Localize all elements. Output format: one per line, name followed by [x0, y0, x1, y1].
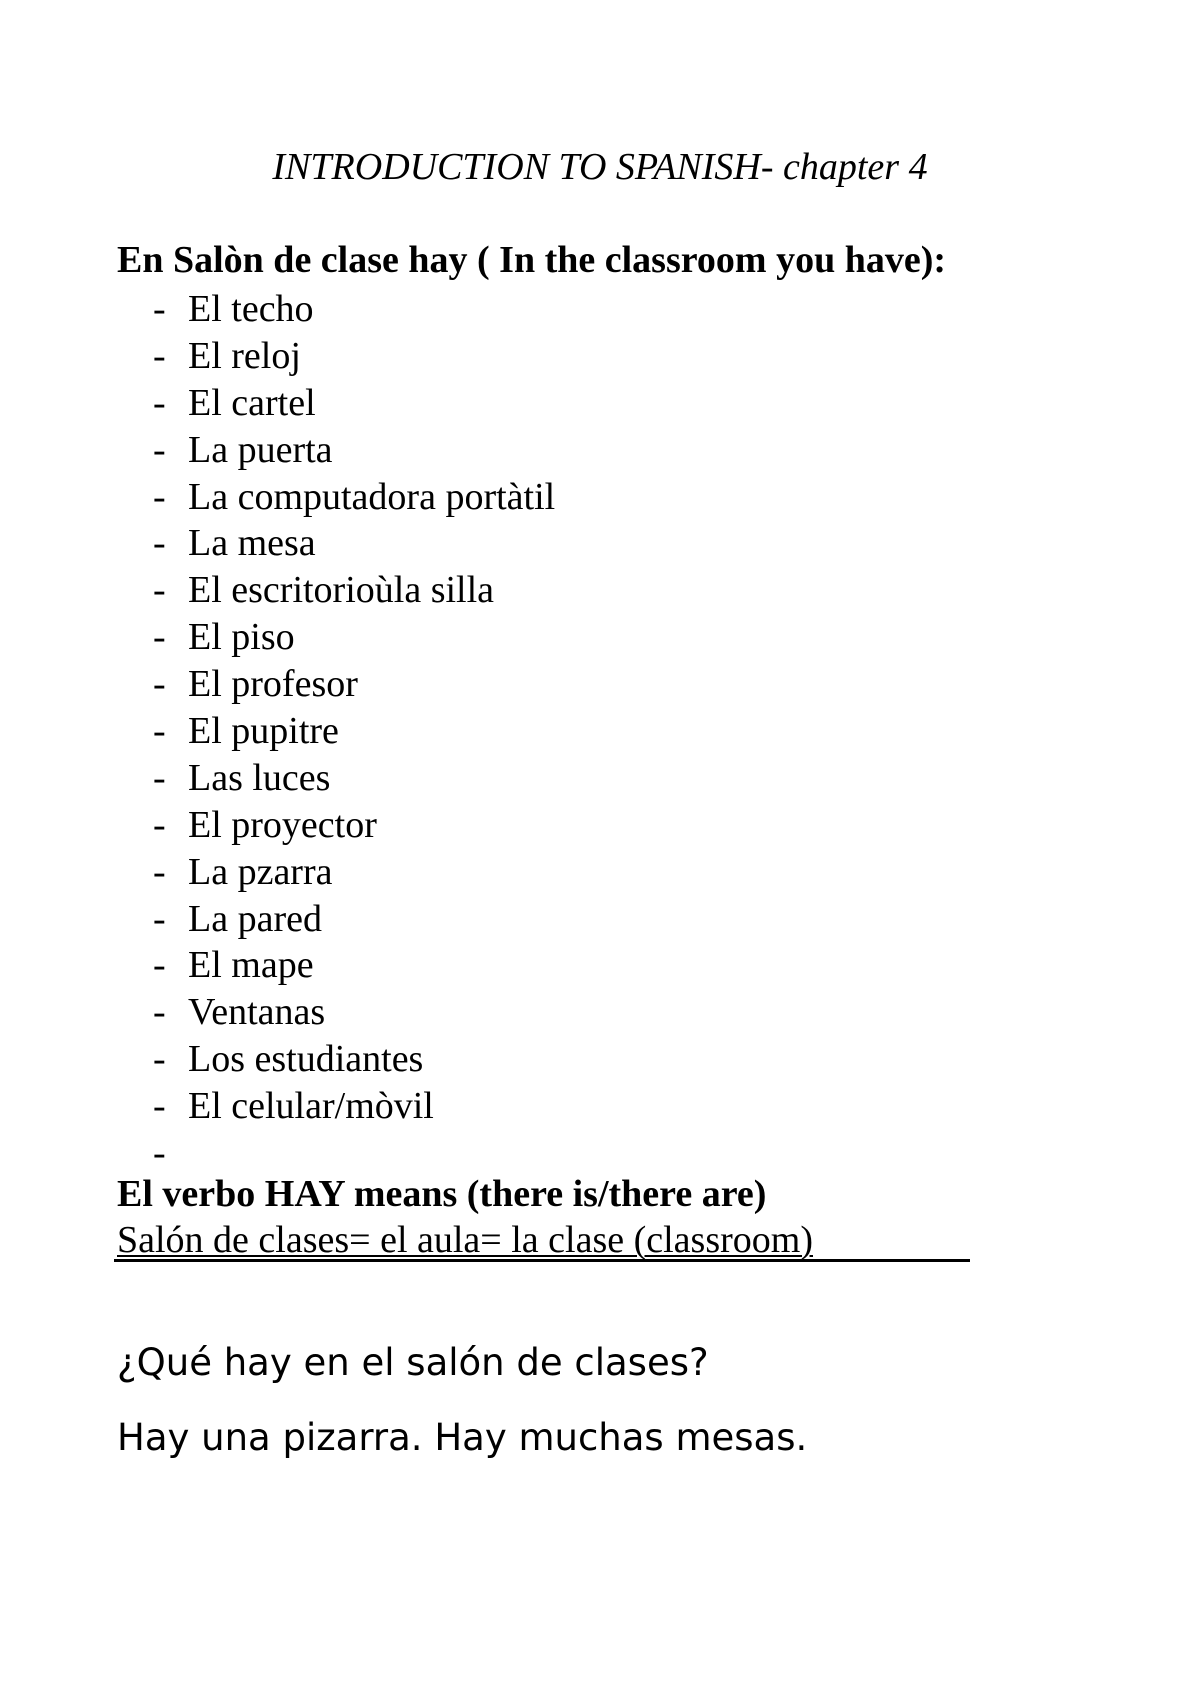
vocab-text: El celular/mòvil	[188, 1085, 434, 1128]
list-dash: -	[153, 850, 166, 893]
list-dash: -	[153, 991, 166, 1034]
list-dash: -	[153, 475, 166, 518]
vocab-text: El techo	[188, 288, 314, 330]
list-dash: -	[153, 897, 166, 940]
vocab-text: Las luces	[188, 756, 331, 799]
vocab-text: La computadora portàtil	[188, 475, 556, 518]
vocab-text: El reloj	[188, 334, 301, 377]
list-dash: -	[153, 334, 166, 377]
vocab-text: El escritorioùla silla	[188, 569, 495, 612]
section-heading: En Salòn de clase hay ( In the classroom you have):	[117, 239, 947, 281]
list-dash: -	[153, 944, 166, 987]
example-answer: Hay una pizarra. Hay muchas mesas.	[117, 1416, 808, 1459]
vocab-text: El cartel	[188, 381, 316, 424]
list-dash: -	[153, 663, 166, 706]
list-dash: -	[153, 756, 166, 799]
synonyms-text: Salón de clases= el aula= la clase (classroom)	[117, 1219, 813, 1261]
list-dash: -	[153, 1085, 166, 1128]
vocab-text: El proyector	[188, 803, 377, 846]
vocab-text: La mesa	[188, 522, 316, 565]
vocab-text: El piso	[188, 616, 295, 659]
vocab-text: La pared	[188, 897, 322, 940]
vocab-text: Ventanas	[188, 991, 326, 1034]
list-dash: -	[153, 381, 166, 424]
vocab-text: El pupitre	[188, 710, 339, 753]
list-dash: -	[153, 1132, 166, 1175]
list-dash: -	[153, 710, 166, 753]
verb-definition: El verbo HAY means (there is/there are)	[117, 1173, 767, 1215]
vocab-text: La puerta	[188, 428, 333, 471]
list-dash: -	[153, 1038, 166, 1081]
vocab-text: La pzarra	[188, 850, 333, 893]
list-dash: -	[153, 569, 166, 612]
vocab-text: El profesor	[188, 663, 358, 706]
example-question: ¿Qué hay en el salón de clases?	[117, 1341, 709, 1384]
document-title: INTRODUCTION TO SPANISH- chapter 4	[272, 146, 928, 188]
list-dash: -	[153, 522, 166, 565]
list-dash: -	[153, 803, 166, 846]
list-dash: -	[153, 288, 166, 330]
underlined-synonyms-line	[114, 1218, 970, 1262]
vocab-text: Los estudiantes	[188, 1038, 424, 1081]
list-dash: -	[153, 428, 166, 471]
list-dash: -	[153, 616, 166, 659]
vocab-text: El mape	[188, 944, 314, 987]
